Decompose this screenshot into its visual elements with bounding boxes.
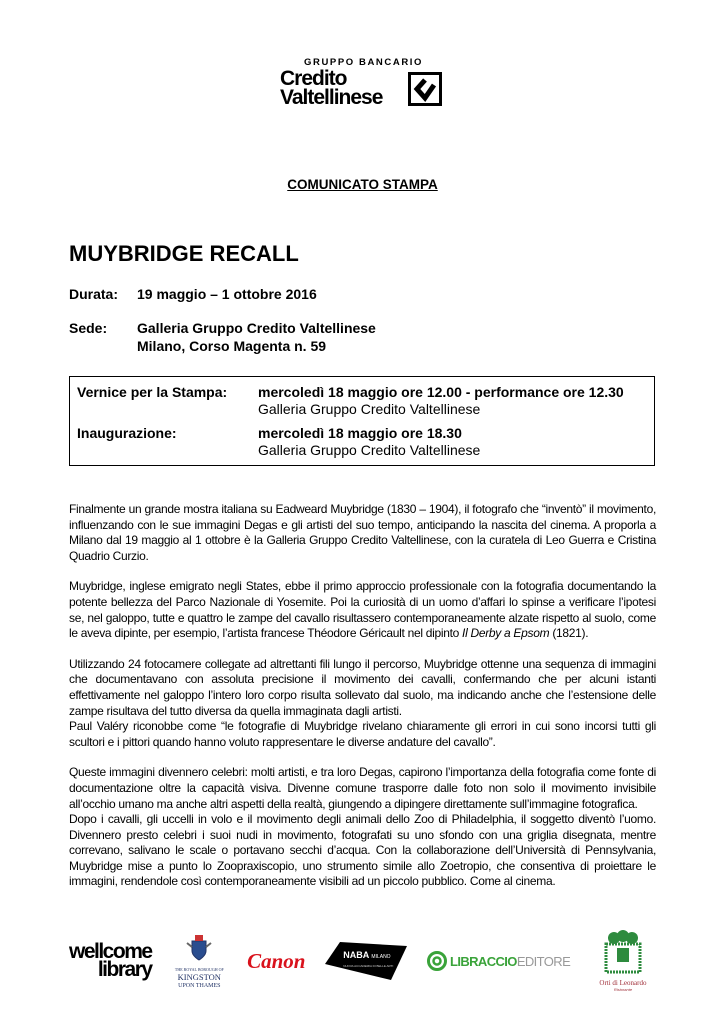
credito-valtellinese-logo	[280, 57, 446, 112]
vernice-place: Galleria Gruppo Credito Valtellinese	[258, 401, 481, 417]
naba-subtitle: NUOVA ACCADEMIA DI BELLE ARTI	[343, 964, 394, 969]
orti-di-leonardo-logo	[590, 930, 656, 992]
canon-logo: Canon	[247, 948, 306, 973]
library-text: library	[97, 958, 152, 982]
paragraph-4-text: Queste immagini divennero celebri: molti artisti, e tra loro Degas, capirono l’importanza della fotografia come fonte di documentazione oltre la capacità visiva. Divenne comune trasporre dalle foto non solo il movimento invisibile all’occhio umano ma anche altri aspetti della realtà, giungendo a dipingere direttamente sull’immagine fotografica.	[69, 765, 656, 811]
paragraph-4b-text: Dopo i cavalli, gli uccelli in volo e il movimento degli animali dello Zoo di Philadelphia, il soggetto diventò l’uomo. Divennero presto celebri i suoi nudi in movimento, fotografati su uno sfondo con una griglia disegnata, mentre correvano, salivano le scale o portavano secchi d’acqua. Con la collaborazione dell’Università di Pennsylvania, Muybridge mise a punto lo Zoopraxiscopio, uno strumento simile allo Zoetropio, che consentiva di proiettare le immagini, rendendole così contemporaneamente visibili ad un piccolo pubblico. Come al cinema.	[69, 812, 656, 889]
wellcome-library-logo	[69, 940, 152, 982]
paragraph-2-end: (1821).	[549, 626, 589, 641]
sede-row	[69, 319, 376, 355]
libraccio-text: LIBRACCIO	[449, 953, 517, 969]
naba-city: MILANO	[371, 954, 391, 961]
document-type-text: COMUNICATO STAMPA	[287, 177, 438, 192]
durata-value: 19 maggio – 1 ottobre 2016	[137, 286, 317, 302]
sede-line1: Galleria Gruppo Credito Valtellinese	[137, 320, 376, 336]
valery-quote: Paul Valéry riconobbe come “le fotografie di Muybridge rivelano chiaramente gli errori in cui sono incorsi tutti gli scultori e i pittori quando hanno voluto rappresentare le diverse andature del cavallo”.	[69, 719, 656, 749]
painting-title: Il Derby a Epsom	[462, 626, 550, 641]
paragraph-3-text: Utilizzando 24 fotocamere collegate ad altrettanti fili lungo il percorso, Muybridge ottenne una sequenza di immagini che documentavano con assoluta precisione il movimento dei cavalli, confermando che per alcuni istanti effettivamente nel galoppo l’intero loro corpo risulta sollevato dal suolo, ma indicando anche che l’estensione delle zampe risultava del tutto diversa da quella immaginata dagli artisti.	[69, 656, 656, 718]
logo-name-line1: Credito	[280, 67, 347, 90]
kingston-line1: THE ROYAL BOROUGH OF	[174, 967, 224, 973]
naba-text: NABA	[343, 950, 369, 961]
paragraph-2-text: Muybridge, inglese emigrato negli States, ebbe il primo approccio professionale con la fotografia documentando la potente bellezza del Parco Nazionale di Yosemite. Poi la curiosità di un uomo d’affari lo spinse a verificare l’ipotesi se, nel galoppo, tutte e quattro le zampe del cavallo risultassero contemporaneamente alzate rispetto al suolo, come le aveva dipinte, per esempio, l’artista francese Théodore Géricault nel dipinto	[69, 579, 656, 641]
paragraph-3	[69, 657, 656, 751]
kingston-logo	[171, 933, 227, 990]
durata-row	[69, 285, 317, 303]
sede-value	[137, 319, 376, 355]
vernice-label: Vernice per la Stampa:	[77, 384, 228, 400]
paragraph-2	[69, 579, 656, 641]
durata-label: Durata:	[69, 286, 119, 302]
page-title: MUYBRIDGE RECALL	[69, 241, 299, 266]
logo-group-text: GRUPPO BANCARIO	[304, 57, 424, 68]
sede-line2: Milano, Corso Magenta n. 59	[137, 338, 327, 354]
document-type	[0, 177, 725, 192]
tree-garden-icon	[602, 930, 644, 974]
logo-name-line2: Valtellinese	[280, 86, 383, 109]
inaugurazione-place: Galleria Gruppo Credito Valtellinese	[258, 442, 481, 458]
kingston-line2: KINGSTON	[177, 971, 221, 982]
paragraph-4	[69, 765, 656, 890]
sede-label: Sede:	[69, 320, 108, 336]
logo-mark-icon	[408, 72, 442, 106]
inaugurazione-time: mercoledì 18 maggio ore 18.30	[258, 425, 462, 441]
vernice-time: mercoledì 18 maggio ore 12.00 - performance ore 12.30	[258, 384, 624, 400]
spiral-icon	[427, 951, 447, 971]
events-box	[69, 376, 655, 466]
logo-name	[280, 69, 382, 107]
coat-of-arms-icon	[184, 933, 214, 963]
paragraph-1: Finalmente un grande mostra italiana su Eadweard Muybridge (1830 – 1904), il fotografo che “inventò” il movimento, influenzando con le sue immagini Degas e gli artisti del suo tempo, anticipando la nascita del cinema. A proporla a Milano dal 19 maggio al 1 ottobre è la Galleria Gruppo Credito Valtellinese, con la curatela di Leo Guerra e Cristina Quadrio Curzio.	[69, 502, 656, 563]
sponsors-row	[69, 930, 656, 1008]
inaugurazione-label: Inaugurazione:	[77, 425, 177, 441]
kingston-line3: UPON THAMES	[178, 982, 221, 989]
libraccio-editore-logo	[427, 951, 570, 971]
wellcome-text: wellcome	[69, 940, 152, 964]
vernice-row	[77, 384, 647, 418]
orti-text: Orti di Leonardo	[599, 979, 647, 988]
orti-subtitle: Ristorante	[613, 986, 633, 992]
inaugurazione-row	[77, 425, 647, 459]
editore-text: EDITORE	[516, 953, 571, 969]
body-text	[69, 502, 656, 1008]
naba-logo	[325, 942, 407, 980]
